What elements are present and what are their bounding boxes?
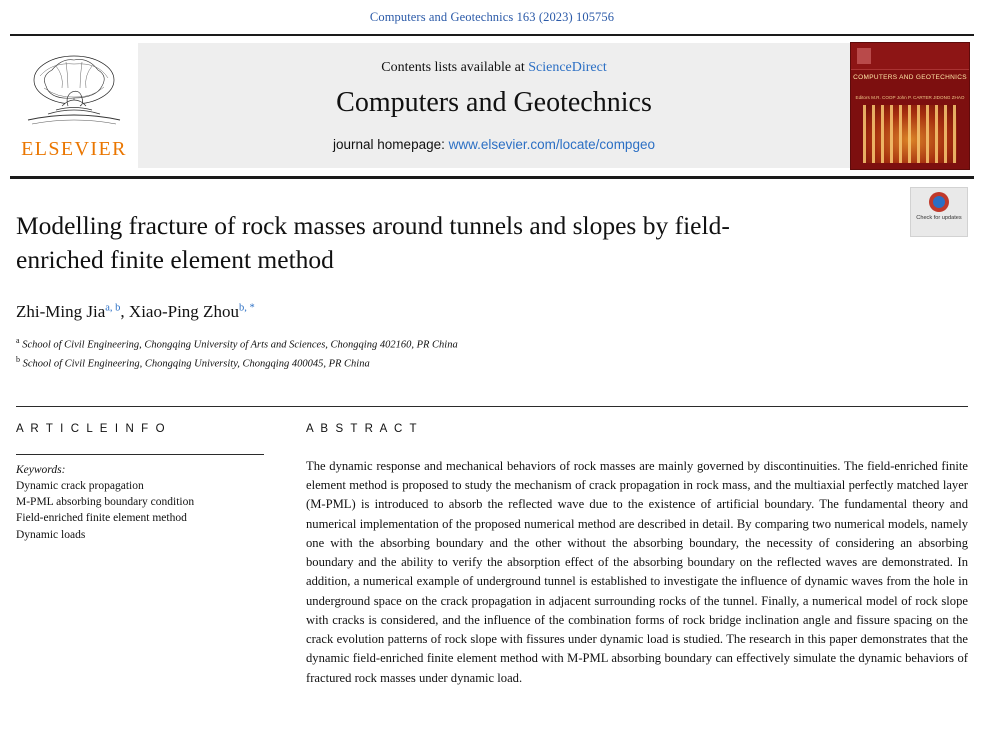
- list-item: M-PML absorbing boundary condition: [16, 496, 195, 509]
- affiliation-a: [16, 335, 968, 353]
- contents-prefix: Contents lists available at: [381, 59, 525, 75]
- elsevier-logo: [10, 36, 138, 176]
- affiliation-b-mark: b: [16, 354, 20, 364]
- keywords-divider: [16, 454, 264, 455]
- keywords-label: Keywords:: [16, 463, 66, 476]
- masthead-center: [138, 43, 850, 168]
- list-item: Dynamic crack propagation: [16, 479, 144, 492]
- keywords-list: [16, 478, 264, 543]
- list-item: Field-enriched finite element method: [16, 512, 187, 525]
- article-header: [16, 209, 968, 372]
- cover-title: COMPUTERS AND GEOTECHNICS: [853, 74, 967, 81]
- article-info-column: [16, 423, 264, 688]
- affiliation-b: [16, 354, 968, 372]
- sciencedirect-link[interactable]: ScienceDirect: [528, 59, 607, 75]
- affiliation-a-text: School of Civil Engineering, Chongqing University of Arts and Sciences, Chongqing 402160, PR China: [22, 339, 458, 351]
- article-info-heading: A R T I C L E I N F O: [16, 422, 167, 435]
- running-head-text: Computers and Geotechnics 163 (2023) 105756: [369, 10, 615, 24]
- cover-header-band: [851, 43, 969, 70]
- author-2-affil-marks: b, *: [238, 302, 255, 314]
- crossmark-label: Check for updates: [916, 215, 962, 221]
- abstract-text: The dynamic response and mechanical behaviors of rock masses are mainly governed by discontinuities. The field-enriched finite element method is proposed to study the mechanism of crack propagation in rock mass, and the multiaxial perfectly matched layer (M-PML) is introduced to absorb the reflected wave due to the existence of artificial boundary. The fundamental theory and numerical implementation of the proposed numerical method are described in detail. By comparing two numerical models, namely one with the absorbing boundary and the other without the absorbing boundary, the necessity of considering an absorbing boundary and the ability to verify the absorption effect of the absorbing boundary on the reflected waves are demonstrated. In addition, a numerical example of underground tunnel is established to investigate the influence of dynamic waves from the hole in underground space on the crack propagation in adjacent surrounding rocks of the tunnel. Finally, a numerical model of rock slope with cracks is considered, and the influence of the combination forms of rock bridge inclination angle and fissure spacing on the crack evolution patterns of rock slope with fissures under dynamic load is studied. The research in this paper demonstrates that the dynamic field-enriched finite element method with M-PML absorbing boundary can effectively simulate the dynamic behaviors of fractured rock masses under dynamic load.: [306, 458, 968, 685]
- journal-homepage-link[interactable]: www.elsevier.com/locate/compgeo: [448, 136, 655, 152]
- list-item: Dynamic loads: [16, 528, 86, 541]
- author-1: Zhi-Ming Jia: [16, 302, 106, 322]
- cover-editors: Editors M.R. COOP John P. CARTER JIDONG ZHAO: [855, 95, 965, 100]
- section-divider: [16, 406, 968, 407]
- page-title: Modelling fracture of rock masses around tunnels and slopes by field-enriched finite element method: [16, 211, 730, 274]
- author-1-affil-marks: a, b: [105, 302, 121, 314]
- running-head: [0, 0, 984, 25]
- abstract-column: [306, 423, 968, 688]
- info-abstract-columns: [16, 423, 968, 688]
- author-list: [16, 302, 968, 322]
- affiliation-a-mark: a: [16, 336, 20, 346]
- homepage-prefix: journal homepage:: [333, 136, 445, 152]
- affiliation-b-text: School of Civil Engineering, Chongqing University, Chongqing 400045, PR China: [22, 358, 370, 370]
- elsevier-tree-icon: [22, 50, 126, 136]
- elsevier-wordmark: ELSEVIER: [21, 137, 127, 160]
- affiliations: [16, 335, 968, 372]
- crossmark-icon: [929, 192, 949, 212]
- journal-title: Computers and Geotechnics: [336, 86, 652, 118]
- abstract-heading: A B S T R A C T: [306, 422, 419, 435]
- cover-artwork: [863, 105, 957, 163]
- contents-line: [381, 60, 607, 76]
- crossmark-badge[interactable]: [910, 187, 968, 237]
- author-2: , Xiao-Ping Zhou: [120, 302, 239, 322]
- journal-masthead: [10, 34, 974, 179]
- journal-cover-image: [850, 42, 970, 170]
- homepage-line: [333, 137, 655, 152]
